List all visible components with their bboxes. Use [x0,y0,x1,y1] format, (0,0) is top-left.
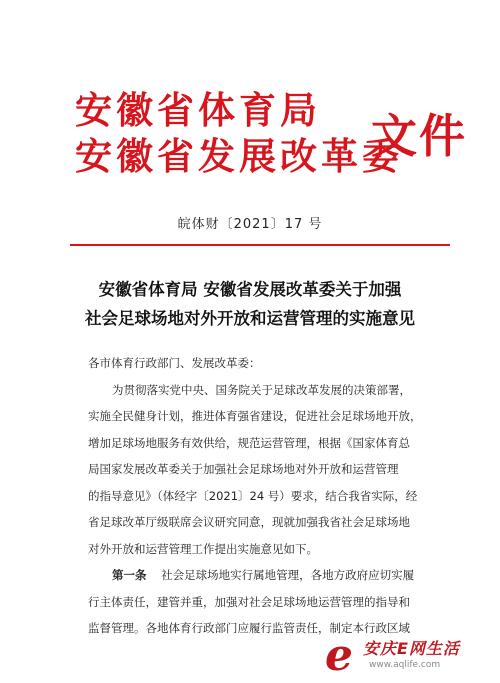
article-1-label: 第一条 [112,568,147,582]
salutation: 各市体育行政部门、发展改革委： [88,356,261,370]
document-body [88,350,444,642]
issuer-line-2: 安徽省发展改革委 [75,134,403,178]
letterhead [75,88,467,188]
article-1-first-line [88,562,444,589]
paragraph-line: 为贯彻落实党中央、国务院关于足球改革发展的决策部署， [112,382,411,397]
document-title-line-2: 社会足球场地对外开放和运营管理的实施意见 [85,309,415,328]
paragraph-line: 监督管理。各地体育行政部门应履行监管责任，制定本行政区域 [88,621,410,635]
paragraph-line: 的指导意见》（体经字〔2021〕24 号）要求，结合我省实际，经 [88,488,418,503]
paragraph-line: 行主体责任，建管并重，加强对社会足球场地运营管理的指导和 [88,594,410,609]
document-title-line-1: 安徽省体育局 安徽省发展改革委关于加强 [98,280,402,299]
watermark-logo-icon: e [325,630,353,681]
site-watermark [325,630,495,682]
red-divider-line [70,244,450,246]
paragraph-line: 局国家发展改革委关于加强社会足球场地对外开放和运营管理 [88,462,399,476]
watermark-url: www.aqlife.com [369,660,441,670]
document-type-label: 文件 [371,109,467,163]
paragraph-line: 对外开放和运营管理工作提出实施意见如下。 [88,541,318,556]
document-number: 皖体财〔2021〕17 号 [177,217,323,232]
paragraph-line: 增加足球场地服务有效供给，规范运营管理，根据《国家体育总 [88,435,410,450]
article-1-text: 社会足球场地实行属地管理，各地方政府应切实履 [161,568,415,582]
paragraph-line: 实施全民健身计划，推进体育强省建设，促进社会足球场地开放， [88,409,422,423]
issuer-line-1: 安徽省体育局 [75,88,321,132]
watermark-site-name: 安庆E网生活 [361,636,462,659]
paragraph-line: 省足球改革厅级联席会议研究同意，现就加强我省社会足球场地 [88,515,410,529]
